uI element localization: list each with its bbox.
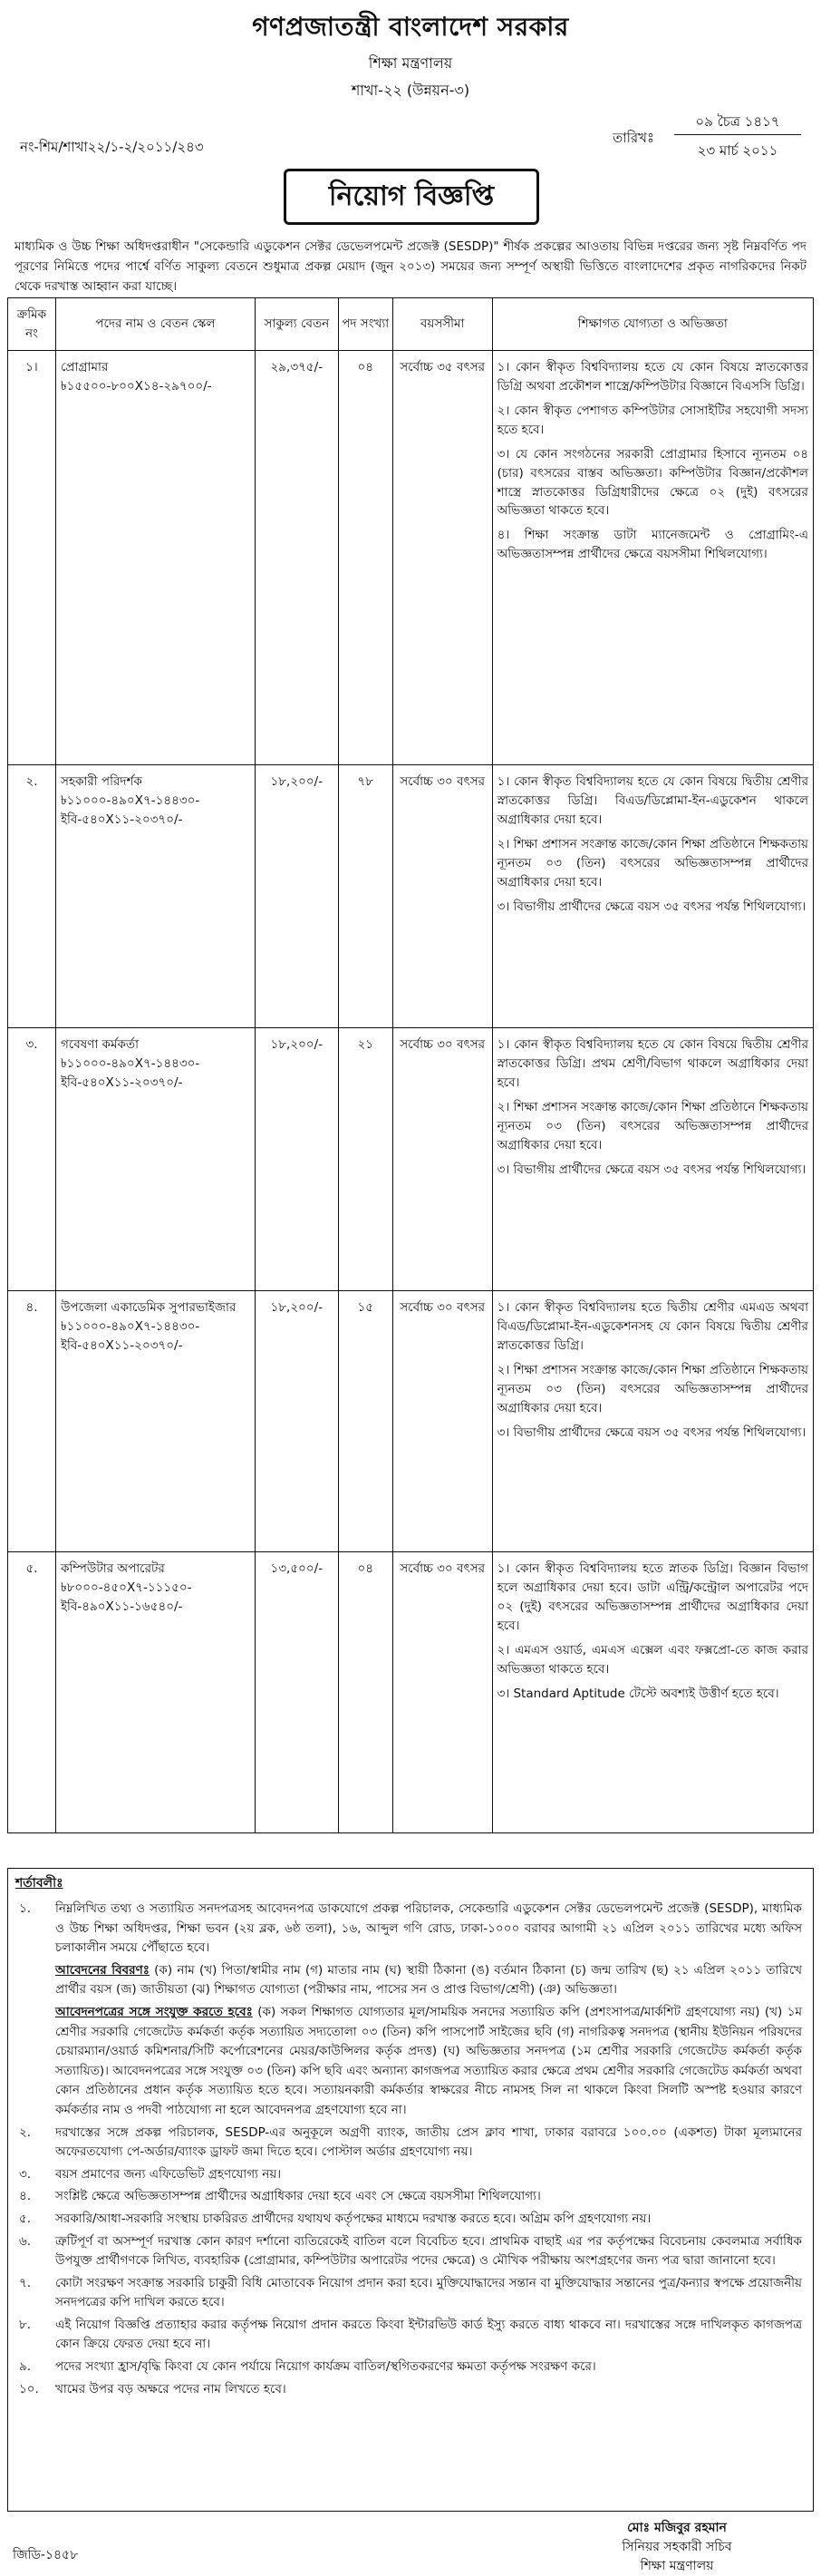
qualification-item: ১। কোন স্বীকৃত বিশ্ববিদ্যালয় হতে যে কোন বিষয়ে দ্বিতীয় শ্রেণীর স্নাতকোত্তর ডিগ্রি। বিএড/ডিপ্লোমা-ইন-এডুকেশন থাকলে অগ্রাধিকার দেয়া হবে। xyxy=(497,774,808,827)
posts-table xyxy=(7,297,814,1833)
term-number: ৫. xyxy=(19,2211,32,2226)
term-item xyxy=(8,2165,813,2185)
term-item xyxy=(8,2380,813,2400)
term-item xyxy=(8,2357,813,2377)
term-number: ৩. xyxy=(19,2166,32,2182)
qualification-item: ৩। বিভাগীয় প্রার্থীদের ক্ষেত্রে বয়স ৩৫ বৎসর পর্যন্ত শিথিলযোগ্য। xyxy=(497,1424,807,1440)
ministry-name: শিক্ষা মন্ত্রণালয় xyxy=(368,54,453,72)
header-qualification: শিক্ষাগত যোগ্যতা ও অভিজ্ঞতা xyxy=(492,298,813,351)
header-post-count: পদ সংখ্যা xyxy=(338,298,392,351)
row-post-count: ২১ xyxy=(338,1028,392,1291)
term-item xyxy=(8,1961,813,2000)
term-number: ৬. xyxy=(19,2233,32,2249)
pay-scale: ৳১১০০০-৪৯০X৭-১৪৪৩০-ইবি-৫৪০X১১-২০৩৭০/- xyxy=(60,792,200,827)
terms-title: শর্তাবলীঃ xyxy=(15,1876,63,1891)
signatory-office: শিক্ষা মন্ত্রণালয় xyxy=(640,2559,714,2573)
row-post xyxy=(55,1028,255,1291)
row-age-limit: সর্বোচ্চ ৩০ বৎসর xyxy=(392,1552,492,1833)
header-age-limit: বয়সসীমা xyxy=(392,298,492,351)
qualification-item: ১। কোন স্বীকৃত বিশ্ববিদ্যালয় হতে দ্বিতীয় শ্রেণীর এমএড অথবা বিএড/ডিপ্লোমা-ইন-এডুকেশনসহ যে কোন বিষয়ে দ্বিতীয় শ্রেণীর স্নাতকোত্তর ডিগ্রি। xyxy=(497,1300,808,1353)
row-post-count: ৭৮ xyxy=(338,765,392,1028)
signature-block xyxy=(564,2519,790,2576)
table-header-row xyxy=(8,298,814,351)
post-name: সহকারী পরিদর্শক xyxy=(60,774,142,789)
term-number: ৯. xyxy=(19,2359,32,2375)
row-qualification xyxy=(492,1552,813,1833)
term-number: ১০. xyxy=(19,2381,39,2396)
term-heading: আবেদনের বিবরণঃ xyxy=(55,1962,150,1978)
intro-paragraph: মাধ্যমিক ও উচ্চ শিক্ষা অধিদপ্তরাধীন "সেকেন্ডারি এডুকেশন সেক্টর ডেভেলপমেন্ট প্রজেক্ট (SESDP)" শীর্ষক প্রকল্পের আওতায় বিভিন্ন দপ্তরের জন্য সৃষ্ট নিম্নবর্ণিত পদ পূরণের নিমিত্তে পদের পার্শ্বে বর্ণিত সাকুল্য বেতনে শুধুমাত্র প্রকল্প মেয়াদ (জুন ২০১৩) সময়ের জন্য সম্পূর্ণ অস্থায়ী ভিত্তিতে বাংলাদেশের প্রকৃত নাগরিকদের নিকট থেকে দরখাস্ত আহ্বান করা যাচ্ছে। xyxy=(14,239,807,294)
qualification-item: ১। কোন স্বীকৃত বিশ্ববিদ্যালয় হতে যে কোন বিষয়ে দ্বিতীয় শ্রেণীর স্নাতকোত্তর ডিগ্রি। প্রথম শ্রেণী/বিভাগ থাকলে অগ্রাধিকার দেয়া হবে। xyxy=(497,1037,808,1090)
row-salary: ১৮,২০০/- xyxy=(255,1028,338,1291)
qualification-item: ৩। বিভাগীয় প্রার্থীদের ক্ষেত্রে বয়স ৩৫ বৎসর পর্যন্ত শিথিলযোগ্য। xyxy=(497,1162,807,1177)
qualification-item: ৪। শিক্ষা সংক্রান্ত ডাটা ম্যানেজমেন্ট ও প্রোগ্রামিং-এ অভিজ্ঞতাসম্পন্ন প্রার্থীদের ক্ষেত্রে বয়সসীমা শিথিলযোগ্য। xyxy=(497,528,808,562)
row-serial: ১। xyxy=(8,351,56,765)
term-text: খামের উপর বড় অক্ষরে পদের নাম লিখতে হবে। xyxy=(55,2381,286,2396)
row-qualification xyxy=(492,1028,813,1291)
term-item xyxy=(8,2187,813,2207)
branch-name: শাখা-২২ (উন্নয়ন-৩) xyxy=(351,82,470,99)
term-number: ৪. xyxy=(19,2189,32,2204)
government-title: গণপ্রজাতন্ত্রী বাংলাদেশ সরকার xyxy=(252,12,569,42)
signatory-designation: সিনিয়র সহকারী সচিব xyxy=(622,2540,732,2554)
row-serial: ২. xyxy=(8,765,56,1028)
header-salary: সাকুল্য বেতন xyxy=(255,298,338,351)
term-text: দরখাস্তের সঙ্গে প্রকল্প পরিচালক, SESDP-এর অনুকূলে অগ্রণী ব্যাংক, জাতীয় প্রেস ক্লাব শাখা, ঢাকার বরাবরে ১০০.০০ (একশত) টাকা মূল্যমানের অফেরতযোগ্য পে-অর্ডার/ব্যাংক ড্রাফট জমা দিতে হবে। পোস্টাল অর্ডার গ্রহণযোগ্য নয়। xyxy=(55,2124,802,2160)
qualification-item: ৩। বিভাগীয় প্রার্থীদের ক্ষেত্রে বয়স ৩৫ বৎসর পর্যন্ত শিথিলযোগ্য। xyxy=(497,899,807,914)
term-text: কোটা সংরক্ষণ সংক্রান্ত সরকারি চাকুরী বিধি মোতাবেক নিয়োগ প্রদান করা হবে। মুক্তিযোদ্ধাদের সন্তান বা মুক্তিযোদ্ধার সন্তানের পুত্র/কন্যার স্বপক্ষে প্রয়োজনীয় সনদপত্রের কপি দাখিল করতে হবে। xyxy=(55,2275,802,2310)
date-bangla: ০৯ চৈত্র ১৪১৭ xyxy=(674,112,801,135)
row-serial: ৫. xyxy=(8,1552,56,1833)
row-serial: ৩. xyxy=(8,1028,56,1291)
row-post-count: ০৪ xyxy=(338,351,392,765)
header-post-name: পদের নাম ও বেতন স্কেল xyxy=(55,298,255,351)
term-text: ত্রুটিপূর্ণ বা অসম্পূর্ণ দরখাস্ত কোন কারণ দর্শানো ব্যতিরেকেই বাতিল বলে বিবেচিত হবে। প্রাথমিক বাছাই এর পর কর্তৃপক্ষের বিবেচনায় কেবলমাত্র সর্বাধিক উপযুক্ত প্রার্থীগণকে লিখিত, ব্যবহারিক (প্রোগ্রামার, কম্পিউটার অপারেটর পদের ক্ষেত্রে) ও মৌখিক পরীক্ষায় অংশগ্রহণের জন্য পত্র দ্বারা জানানো হবে। xyxy=(55,2233,802,2269)
pay-scale: ৳৮০০০-৪৫০X৭-১১১৫০-ইবি-৪৯০X১১-১৬৫৪০/- xyxy=(60,1580,192,1614)
terms-list xyxy=(8,1900,813,2402)
notice-title: নিয়োগ বিজ্ঞপ্তি xyxy=(284,169,539,225)
term-text: এই নিয়োগ বিজ্ঞপ্তি প্রত্যাহার করার কর্তৃপক্ষ নিয়োগ প্রদান করতে কিংবা ইন্টারভিউ কার্ড ইস্যু করতে বাধ্য থাকবে না। দরখাস্তের সঙ্গে দাখিলকৃত কাগজপত্র কোন ক্রিয়ে ফেরত দেয়া হবে না। xyxy=(55,2317,802,2352)
qualification-item: ১। কোন স্বীকৃত বিশ্ববিদ্যালয় হতে যে কোন বিষয়ে স্নাতকোত্তর ডিগ্রি অথবা প্রকৌশল শাস্ত্রে/কম্পিউটার বিজ্ঞানে বিএসসি ডিগ্রি। xyxy=(497,360,808,394)
term-heading: আবেদনপত্রের সঙ্গে সংযুক্ত করতে হবেঃ xyxy=(55,2004,253,2019)
term-item xyxy=(8,2316,813,2355)
term-item xyxy=(8,2232,813,2271)
qualification-item: ২। এমএস ওয়ার্ড, এমএস এক্সেল এবং ফক্সপ্রো-তে কাজ করার অভিজ্ঞতা থাকতে হবে। xyxy=(497,1642,808,1677)
row-salary: ২৯,৩৭৫/- xyxy=(255,351,338,765)
qualification-item: ২। শিক্ষা প্রশাসন সংক্রান্ত কাজে/কোন শিক্ষা প্রতিষ্ঠানে শিক্ষকতায় ন্যূনতম ০৩ (তিন) বৎসরের অভিজ্ঞতাসম্পন্ন প্রার্থীদের অগ্রাধিকার দেয়া হবে। xyxy=(497,1362,808,1415)
term-number: ৭. xyxy=(19,2275,32,2290)
term-number: ৮. xyxy=(19,2317,32,2332)
qualification-item: ৩। যে কোন সংগঠনের সরকারী প্রোগ্রামার হিসাবে ন্যূনতম ০৪ (চার) বৎসরের বাস্তব অভিজ্ঞতা। কম্পিউটার বিজ্ঞান/প্রকৌশল শাস্ত্রে স্নাতকোত্তর ডিগ্রিধারীদের ক্ষেত্রে ০২ (দুই) বৎসরের অভিজ্ঞতা থাকতে হবে। xyxy=(497,446,808,519)
term-item xyxy=(8,2124,813,2163)
terms-section xyxy=(7,1868,814,2512)
term-number: ১. xyxy=(19,1901,32,1916)
pay-scale: ৳১১০০০-৪৯০X৭-১৪৪৩০-ইবি-৫৪০X১১-২০৩৭০/- xyxy=(60,1055,200,1090)
term-text: সংশ্লিষ্ট ক্ষেত্রে অভিজ্ঞতাসম্পন্ন প্রার্থীদের অগ্রাধিকার দেয়া হবে এবং সে ক্ষেত্রে বয়সসীমা শিথিলযোগ্য। xyxy=(55,2189,541,2204)
date-label: তারিখঃ xyxy=(613,130,654,146)
row-age-limit: সর্বোচ্চ ৩০ বৎসর xyxy=(392,1291,492,1552)
table-row xyxy=(8,1028,814,1291)
row-qualification xyxy=(492,1291,813,1552)
row-post xyxy=(55,1291,255,1552)
term-item xyxy=(8,2003,813,2121)
term-item xyxy=(8,2210,813,2230)
memo-number: নং-শিম/শাখা২২/১-২/২০১১/২৪৩ xyxy=(20,139,204,155)
post-name: প্রোগ্রামার xyxy=(60,360,109,374)
row-post xyxy=(55,1552,255,1833)
row-salary: ১৮,২০০/- xyxy=(255,765,338,1028)
date-english: ২৩ মার্চ ২০১১ xyxy=(697,142,778,159)
post-name: গবেষণা কর্মকর্তা xyxy=(60,1037,139,1052)
row-post-count: ১৫ xyxy=(338,1291,392,1552)
pay-scale: ৳১১০০০-৪৯০X৭-১৪৪৩০-ইবি-৫৪০X১১-২০৩৭০/- xyxy=(60,1318,200,1353)
term-text: (ক) সকল শিক্ষাগত যোগ্যতার মূল/সাময়িক সনদের সত্যায়িত কপি (প্রশংসাপত্র/মার্কশিট গ্রহণযোগ্য নয়) (খ) ১ম শ্রেণীর সরকারি গেজেটেড কর্মকর্তা কর্তৃক সত্যায়িত সদ্যতোলা ০৩ (তিন) কপি পাসপোর্ট সাইজের ছবি (গ) নাগরিকত্ব সনদপত্র (স্থানীয় ইউনিয়ন পরিষদের চেয়ারম্যান/ওয়ার্ড কমিশনার/সিটি কর্পোরেশনের মেয়র/কাউন্সিলর কর্তৃক প্রদত্ত) (ঘ) অভিজ্ঞতার সনদপত্র (১ম শ্রেণীর সরকারি গেজেটেড কর্মকর্তা কর্তৃক সত্যায়িত)। আবেদনপত্রের সঙ্গে সংযুক্ত ০৩ (তিন) কপি ছবি এবং অন্যান্য কাগজপত্র সত্যায়িত করার ক্ষেত্রে প্রথম শ্রেণীর সরকারি গেজেটেড কর্মকর্তা অথবা কোন প্রতিষ্ঠানের প্রধান কর্তৃক সত্যায়িত হতে হবে। সত্যায়নকারী কর্মকর্তার স্বাক্ষরের নীচে নামসহ সিল না থাকলে কিংবা সিলটি অস্পষ্ট হওয়ার কারণে কর্মকর্তার নাম ও পদবী পাঠযোগ্য না হলে আবেদনপত্র গ্রহণযোগ্য হবে না। xyxy=(55,2004,803,2117)
term-text: সরকারি/আধা-সরকারি সংস্থায় চাকরিরত প্রার্থীদের যথাযথ কর্তৃপক্ষের মাধ্যমে দরখাস্ত করতে হবে। অগ্রিম কপি গ্রহণযোগ্য নয়। xyxy=(55,2211,652,2226)
term-text: বয়স প্রমাণের জন্য এফিডেভিট গ্রহণযোগ্য নয়। xyxy=(55,2166,282,2182)
qualification-item: ৩। Standard Aptitude টেস্টে অবশ্যই উত্তীর্ণ হতে হবে। xyxy=(497,1686,779,1701)
row-age-limit: সর্বোচ্চ ৩০ বৎসর xyxy=(392,1028,492,1291)
row-salary: ১৩,৫০০/- xyxy=(255,1552,338,1833)
row-post-count: ০৪ xyxy=(338,1552,392,1833)
post-name: উপজেলা একাডেমিক সুপারভাইজার xyxy=(60,1300,237,1315)
term-number: ২. xyxy=(19,2124,32,2140)
term-item xyxy=(8,2274,813,2313)
post-name: কম্পিউটার অপারেটর xyxy=(60,1561,165,1576)
table-row xyxy=(8,1291,814,1552)
pay-scale: ৳১৫৫০০-৮০০X১৪-২৯৭০০/- xyxy=(60,378,212,394)
row-qualification xyxy=(492,351,813,765)
term-text: নিম্নলিখিত তথ্য ও সত্যায়িত সনদপত্রসহ আবেদনপত্র ডাকযোগে প্রকল্প পরিচালক, সেকেন্ডারি এডুকেশন সেক্টর ডেভেলপমেন্ট প্রজেক্ট (SESDP), মাধ্যমিক ও উচ্চ শিক্ষা অধিদপ্তর, শিক্ষা ভবন (২য় ব্লক, ৬ষ্ঠ তলা), ১৬, আব্দুল গণি রোড, ঢাকা-১০০০ বরাবর আগামী ২১ এপ্রিল ২০১১ তারিখের মধ্যে অফিস চলাকালীন সময়ে পৌঁছাতে হবে। xyxy=(55,1901,802,1956)
term-text: (ক) নাম (খ) পিতা/স্বামীর নাম (গ) মাতার নাম (ঘ) স্থায়ী ঠিকানা (ঙ) বর্তমান ঠিকানা (চ) জন্ম তারিখ (ছ) ২১ এপ্রিল ২০১১ তারিখে প্রার্থীর বয়স (জ) জাতীয়তা (ঝ) শিক্ষাগত যোগ্যতা (পরীক্ষার নাম, পাসের সন ও প্রাপ্ত বিভাগ/শ্রেণী) (ঞ) অভিজ্ঞতা। xyxy=(55,1962,803,1998)
signatory-name: মোঃ মজিবুর রহমান xyxy=(627,2521,727,2535)
table-row xyxy=(8,1552,814,1833)
row-post xyxy=(55,351,255,765)
gd-code: জিডি-১৪৫৮ xyxy=(13,2548,79,2562)
qualification-item: ২। কোন স্বীকৃত পেশাগত কম্পিউটার সোসাইটির সহযোগী সদস্য হতে হবে। xyxy=(497,403,808,437)
table-row xyxy=(8,351,814,765)
row-serial: ৪. xyxy=(8,1291,56,1552)
row-qualification xyxy=(492,765,813,1028)
term-item xyxy=(8,1900,813,1959)
row-age-limit: সর্বোচ্চ ৩০ বৎসর xyxy=(392,765,492,1028)
table-row xyxy=(8,765,814,1028)
row-post xyxy=(55,765,255,1028)
row-age-limit: সর্বোচ্চ ৩৫ বৎসর xyxy=(392,351,492,765)
row-salary: ১৮,২০০/- xyxy=(255,1291,338,1552)
term-text: পদের সংখ্যা হ্রাস/বৃদ্ধি কিংবা যে কোন পর্যায়ে নিয়োগ কার্যক্রম বাতিল/স্থগিতকরণের ক্ষমতা কর্তৃপক্ষ সংরক্ষণ করে। xyxy=(55,2359,596,2375)
qualification-item: ২। শিক্ষা প্রশাসন সংক্রান্ত কাজে/কোন শিক্ষা প্রতিষ্ঠানে শিক্ষকতায় ন্যূনতম ০৩ (তিন) বৎসরের অভিজ্ঞতাসম্পন্ন প্রার্থীদের অগ্রাধিকার দেয়া হবে। xyxy=(497,836,808,889)
header-serial: ক্রমিক নং xyxy=(8,298,56,351)
qualification-item: ২। শিক্ষা প্রশাসন সংক্রান্ত কাজে/কোন শিক্ষা প্রতিষ্ঠানে শিক্ষকতায় ন্যূনতম ০৩ (তিন) বৎসরের অভিজ্ঞতাসম্পন্ন প্রার্থীদের অগ্রাধিকার দেয়া হবে। xyxy=(497,1099,808,1152)
qualification-item: ১। কোন স্বীকৃত বিশ্ববিদ্যালয় হতে স্নাতক ডিগ্রি। বিজ্ঞান বিভাগ হলে অগ্রাধিকার দেয়া হবে। ডাটা এন্ট্রি/কন্ট্রোল অপারেটর পদে ০২ (দুই) বৎসরের অভিজ্ঞতাসম্পন্ন প্রার্থীদের অগ্রাধিকার দেয়া হবে। xyxy=(497,1561,808,1633)
